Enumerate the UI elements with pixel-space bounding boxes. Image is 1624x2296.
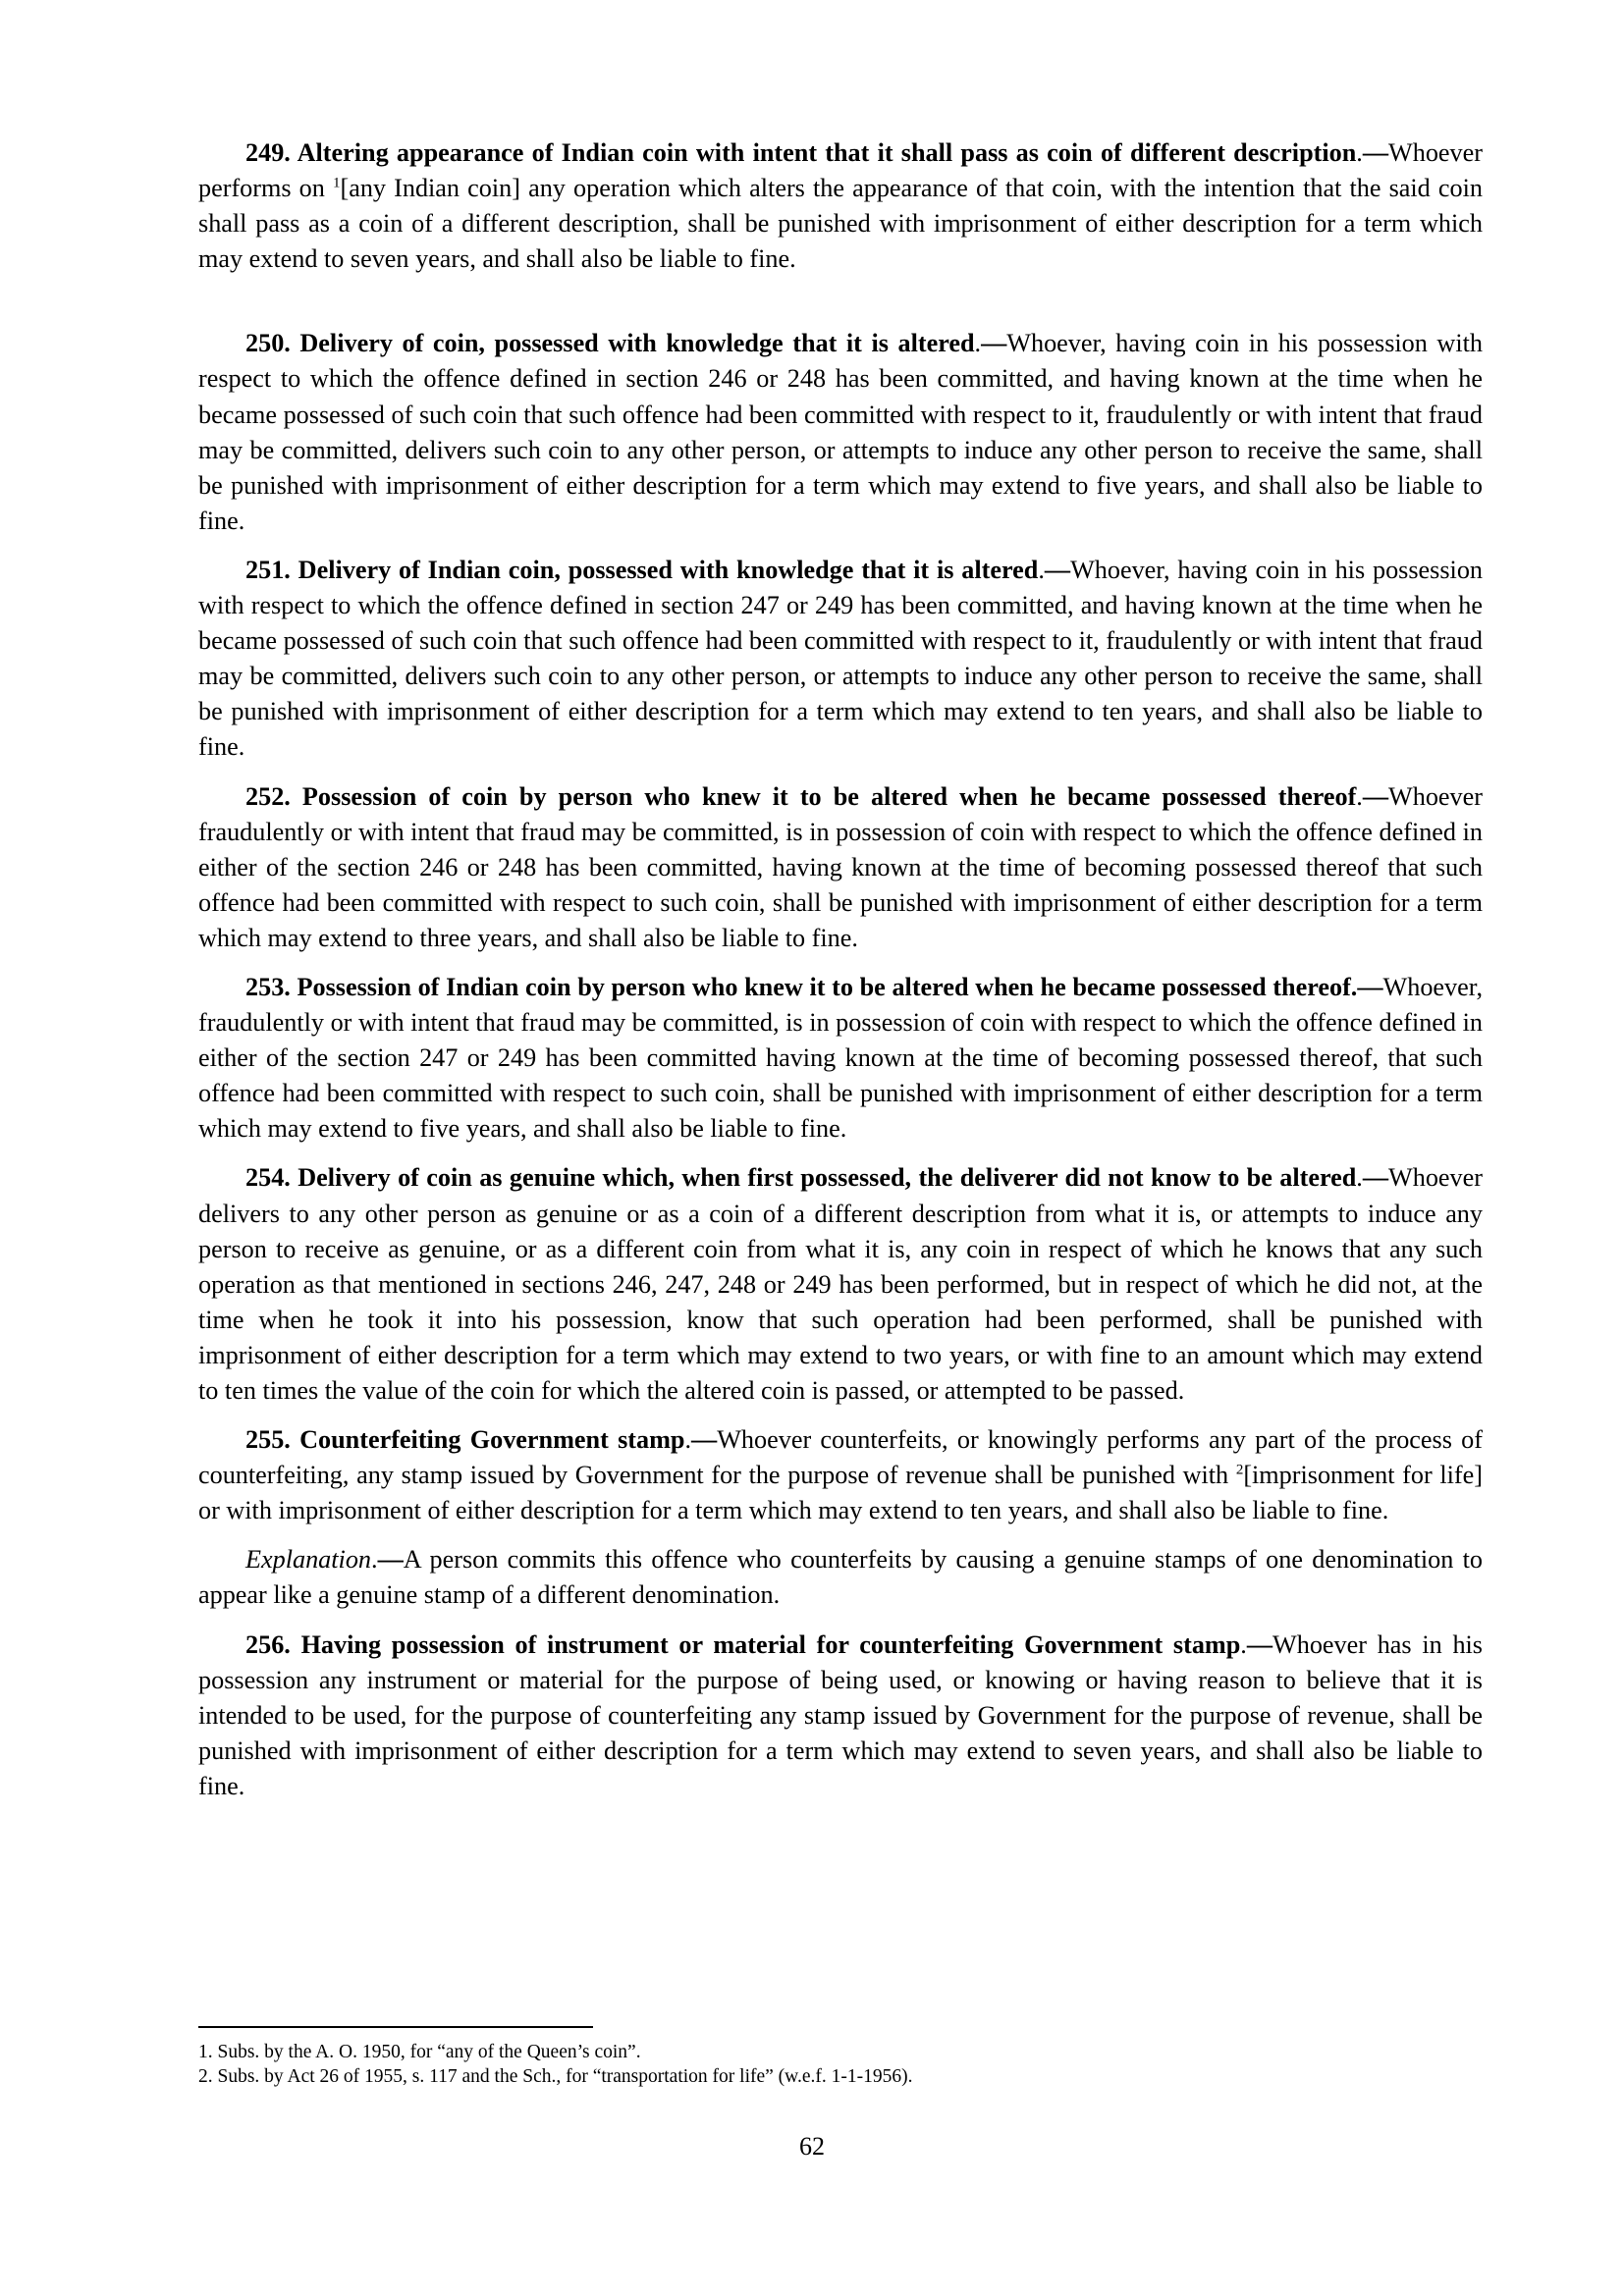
em-dash: —: [1362, 781, 1389, 811]
section-number: 253.: [245, 972, 291, 1001]
em-dash: —: [1044, 555, 1071, 584]
section-title: Having possession of instrument or material for counterfeiting Government stamp: [300, 1629, 1241, 1659]
explanation-punctuation: .: [371, 1545, 378, 1575]
footnotes: [198, 2040, 1483, 2089]
explanation-label: Explanation: [245, 1545, 372, 1575]
em-dash: —: [691, 1425, 718, 1455]
section-254: [198, 1160, 1483, 1409]
section-255: [198, 1422, 1483, 1528]
section-255-explanation: [198, 1542, 1483, 1613]
heading-punctuation: .: [1240, 1629, 1247, 1659]
section-number: 250.: [245, 329, 291, 358]
footnote-divider: [198, 2026, 593, 2028]
em-dash: —: [1246, 1629, 1273, 1659]
section-body-continued: [any Indian coin] any operation which alters the appearance of that coin, with the intention that the said coin shall pass as a coin of a different description, shall be punished with imprisonment of either description for a term which may extend to seven years, and shall also be liable to fine.: [198, 174, 1483, 274]
footnote-ref-2[interactable]: 2: [1235, 1462, 1244, 1478]
document-page: [198, 135, 1483, 1818]
section-heading: [245, 1163, 1356, 1192]
section-number: 256.: [245, 1629, 291, 1659]
section-number: 252.: [245, 781, 291, 811]
section-number: 251.: [245, 555, 291, 584]
em-dash: —: [377, 1545, 404, 1575]
section-251: [198, 553, 1483, 766]
em-dash: —: [1362, 138, 1389, 167]
explanation-body: A person commits this offence who counterfeits by causing a genuine stamps of one denomination to appear like a genuine stamp of a different denomination.: [198, 1545, 1483, 1610]
section-heading: [245, 782, 1356, 811]
em-dash: —: [1357, 972, 1383, 1001]
heading-punctuation: .: [684, 1425, 692, 1455]
section-heading: [245, 1630, 1240, 1659]
section-body-continued: [imprisonment for life] or with imprisonment of either description for a term which may extend to ten years, and shall also be liable to fine.: [198, 1461, 1483, 1525]
heading-punctuation: .: [974, 329, 982, 358]
section-number: 249.: [245, 138, 291, 167]
section-heading: [245, 556, 1038, 584]
page-number: 62: [799, 2132, 825, 2161]
section-title: Delivery of coin as genuine which, when first possessed, the deliverer did not know to be altered: [298, 1163, 1357, 1193]
section-body: Whoever, fraudulently or with intent that fraud may be committed, is in possession of coin with respect to which the offence defined in either of the section 247 or 249 has been committed having known at the time of becoming possessed thereof, that such offence had been committed with respect to such coin, shall be punished with imprisonment of either description for a term which may extend to five years, and shall also be liable to fine.: [198, 972, 1483, 1144]
section-250: [198, 326, 1483, 539]
footnote-2: 2. Subs. by Act 26 of 1955, s. 117 and the Sch., for “transportation for life” (w.e.f. 1-1-1956).: [198, 2066, 913, 2087]
section-256: [198, 1628, 1483, 1804]
section-title: Possession of coin by person who knew it to be altered when he became possessed thereof: [301, 781, 1357, 811]
footnote-1: 1. Subs. by the A. O. 1950, for “any of the Queen’s coin”.: [198, 2042, 641, 2062]
section-title: Delivery of Indian coin, possessed with knowledge that it is altered: [298, 555, 1039, 584]
section-heading: [245, 973, 1357, 1001]
section-body: Whoever, having coin in his possession with respect to which the offence defined in section 247 or 249 has been committed, and having known at the time when he became possessed of such coin that such offence had been committed with respect to it, fraudulently or with intent that fraud may be committed, delivers such coin to any other person, or attempts to induce any other person to receive the same, shall be punished with imprisonment of either description for a term which may extend to ten years, and shall also be liable to fine.: [198, 555, 1484, 762]
heading-punctuation: .: [1356, 138, 1363, 167]
heading-punctuation: .: [1356, 781, 1363, 811]
section-body: Whoever delivers to any other person as genuine or as a coin of a different description from what it is, or attempts to induce any person to receive as genuine, or as a different coin from what it is, any coin in respect of which he knows that any such operation as that mentioned in sections 246, 247, 248 or 249 has been performed, but in respect of which he did not, at the time when he took it into his possession, know that such operation had been performed, shall be punished with imprisonment of either description for a term which may extend to two years, or with fine to an amount which may extend to ten times the value of the coin for which the altered coin is passed, or attempted to be passed.: [198, 1163, 1483, 1405]
heading-punctuation: .: [1356, 1163, 1363, 1193]
heading-punctuation: .: [1038, 555, 1045, 584]
section-heading: [245, 329, 975, 357]
section-body: Whoever counterfeits, or knowingly performs any part of the process of counterfeiting, any stamp issued by Government for the purpose of revenue shall be punished with: [198, 1425, 1483, 1490]
section-body: Whoever has in his possession any instrument or material for the purpose of being used, or knowing or having reason to believe that it is intended to be used, for the purpose of counterfeiting any stamp issued by Government for the purpose of revenue, shall be punished with imprisonment of either description for a term which may extend to seven years, and shall also be liable to fine.: [198, 1629, 1483, 1800]
section-number: 254.: [245, 1163, 291, 1193]
footnote-ref-1[interactable]: 1: [332, 175, 341, 191]
em-dash: —: [981, 329, 1007, 358]
section-heading: [245, 138, 1356, 167]
section-252: [198, 779, 1483, 956]
section-body: Whoever performs on: [198, 138, 1483, 203]
section-heading: [245, 1425, 684, 1454]
em-dash: —: [1362, 1163, 1389, 1193]
section-body: Whoever fraudulently or with intent that fraud may be committed, is in possession of coin with respect to which the offence defined in either of the section 246 or 248 has been committed, having known at the time of becoming possessed thereof that such offence had been committed with respect to such coin, shall be punished with imprisonment of either description for a term which may extend to three years, and shall also be liable to fine.: [198, 781, 1483, 952]
section-number: 255.: [245, 1425, 291, 1455]
section-249: [198, 135, 1483, 277]
section-title: Altering appearance of Indian coin with intent that it shall pass as coin of different description: [297, 138, 1357, 167]
section-title: Counterfeiting Government stamp: [299, 1425, 685, 1455]
section-253: [198, 970, 1483, 1147]
section-body: Whoever, having coin in his possession with respect to which the offence defined in section 246 or 248 has been committed, and having known at the time when he became possessed of such coin that such offence had been committed with respect to it, fraudulently or with intent that fraud may be committed, delivers such coin to any other person, or attempts to induce any other person to receive the same, shall be punished with imprisonment of either description for a term which may extend to five years, and shall also be liable to fine.: [198, 329, 1483, 535]
section-title: Delivery of coin, possessed with knowledge that it is altered: [299, 329, 975, 358]
section-title: Possession of Indian coin by person who knew it to be altered when he became possessed thereof.: [297, 972, 1358, 1001]
